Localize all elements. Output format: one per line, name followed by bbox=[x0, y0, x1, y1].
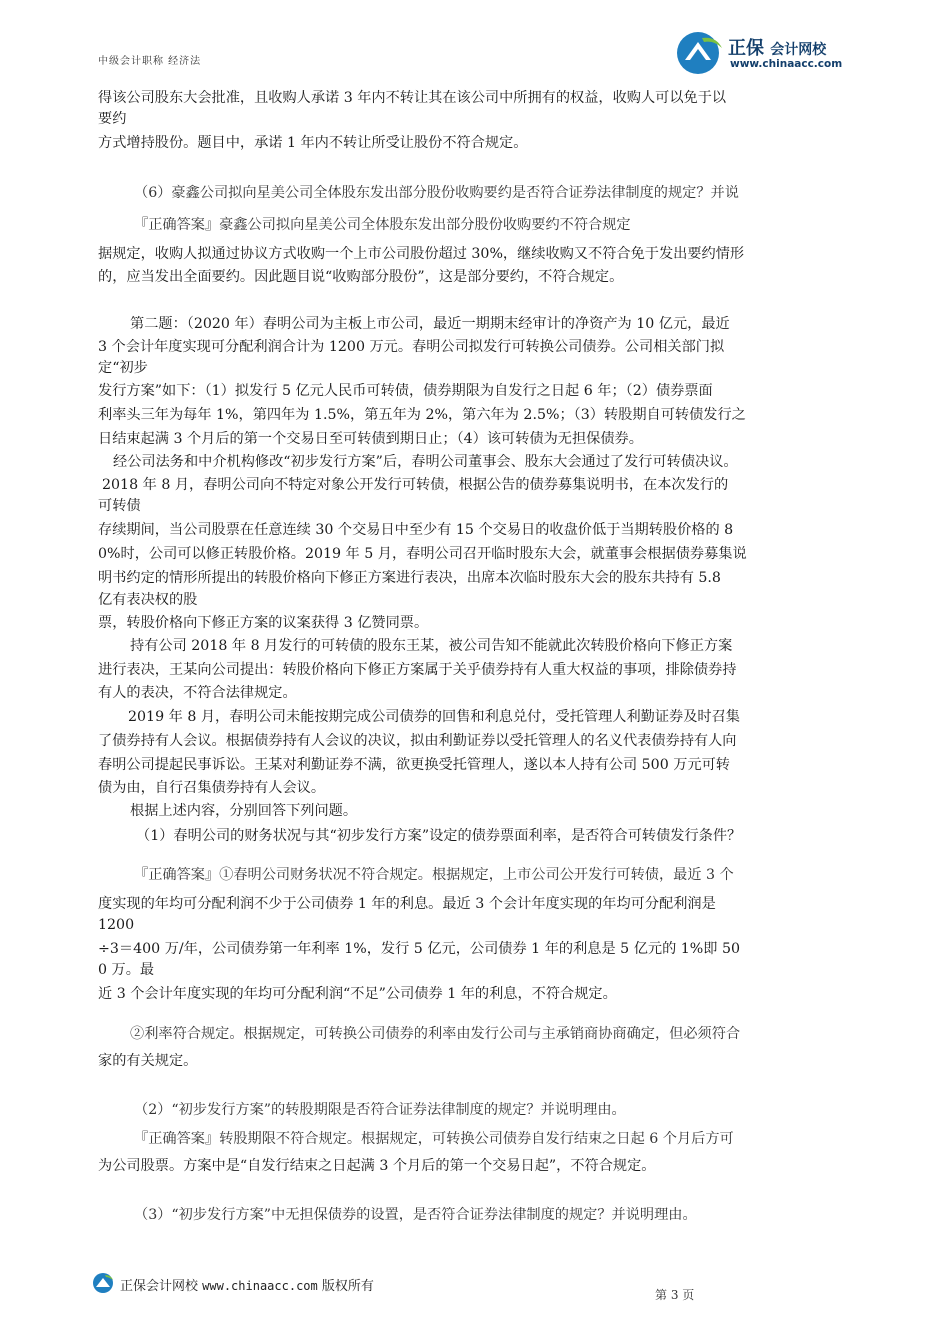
body-line: 明书约定的情形所提出的转股价格向下修正方案进行表决，出席本次临时股东大会的股东共持有 5.8 bbox=[98, 570, 721, 586]
body-line: 近 3 个会计年度实现的年均可分配利润“不足”公司债券 1 年的利息，不符合规定。 bbox=[98, 986, 617, 1002]
body-line: 经公司法务和中介机构修改“初步发行方案”后，春明公司董事会、股东大会通过了发行可转债决议。 bbox=[113, 454, 738, 470]
body-line: 根据上述内容，分别回答下列问题。 bbox=[130, 803, 358, 819]
body-line: 存续期间，当公司股票在任意连续 30 个交易日中至少有 15 个交易日的收盘价低于当期转股价格的 8 bbox=[98, 522, 734, 538]
body-line: 2019 年 8 月，春明公司未能按期完成公司债券的回售和利息兑付，受托管理人利勤证券及时召集 bbox=[128, 709, 740, 725]
body-line: 0 万。最 bbox=[98, 962, 155, 978]
body-line: 进行表决，王某向公司提出：转股价格向下修正方案属于关乎债券持有人重大权益的事项，排除债券持 bbox=[98, 662, 737, 678]
footer-rights: 版权所有 bbox=[321, 1279, 374, 1294]
body-line: 定“初步 bbox=[98, 360, 148, 376]
body-line-clipped: 『正确答案』豪鑫公司拟向星美公司全体股东发出部分股份收购要约不符合规定 bbox=[134, 217, 631, 233]
body-line-clipped: （3）“初步发行方案”中无担保债券的设置，是否符合证券法律制度的规定？并说明理由。 bbox=[134, 1207, 697, 1223]
body-line: 度实现的年均可分配利润不少于公司债券 1 年的利息。最近 3 个会计年度实现的年均可分配利润是 bbox=[98, 896, 716, 912]
body-line: 的，应当发出全面要约。因此题目说“收购部分股份”，这是部分要约，不符合规定。 bbox=[98, 269, 624, 285]
body-line: 亿有表决权的股 bbox=[98, 592, 198, 608]
page-number: 第 3 页 bbox=[655, 1288, 695, 1302]
footer-text bbox=[120, 1275, 374, 1294]
body-line-clipped: （6）豪鑫公司拟向星美公司全体股东发出部分股份收购要约是否符合证券法律制度的规定？并说 bbox=[134, 185, 739, 201]
site-logo[interactable] bbox=[676, 30, 876, 76]
body-line: 2018 年 8 月，春明公司向不特定对象公开发行可转债，根据公告的债券募集说明书，在本次发行的 bbox=[102, 477, 729, 493]
body-line: 据规定，收购人拟通过协议方式收购一个上市公司股份超过 30%，继续收购又不符合免于发出要约情形 bbox=[98, 246, 745, 262]
body-line: 可转债 bbox=[98, 498, 141, 514]
body-line: 得该公司股东大会批准，且收购人承诺 3 年内不转让其在该公司中所拥有的权益，收购人可以免于以 bbox=[98, 90, 727, 106]
body-line: 第二题：（2020 年）春明公司为主板上市公司，最近一期期末经审计的净资产为 10 亿元，最近 bbox=[130, 316, 730, 332]
body-line: 发行方案”如下：（1）拟发行 5 亿元人民币可转债，债券期限为自发行之日起 6 年；（2）债券票面 bbox=[98, 383, 713, 399]
body-line: 持有公司 2018 年 8 月发行的可转债的股东王某，被公司告知不能就此次转股价格向下修正方案 bbox=[130, 638, 733, 654]
body-line: 家的有关规定。 bbox=[98, 1053, 198, 1069]
body-line: 方式增持股份。题目中，承诺 1 年内不转让所受让股份不符合规定。 bbox=[98, 135, 528, 151]
body-line-clipped: 『正确答案』①春明公司财务状况不符合规定。根据规定，上市公司公开发行可转债，最近 3 个 bbox=[134, 867, 734, 883]
body-line: 春明公司提起民事诉讼。王某对利勤证券不满，欲更换受托管理人，遂以本人持有公司 500 万元可转 bbox=[98, 757, 730, 773]
body-line: 3 个会计年度实现可分配利润合计为 1200 万元。春明公司拟发行可转换公司债券。公司相关部门拟 bbox=[98, 339, 725, 355]
footer-logo-icon bbox=[92, 1272, 114, 1294]
logo-name: 正保 bbox=[728, 38, 764, 59]
footer-brand: 正保会计网校 bbox=[120, 1279, 199, 1294]
header-title: 中级会计职称 经济法 bbox=[98, 56, 202, 67]
question-line: （1）春明公司的财务状况与其“初步发行方案”设定的债券票面利率，是否符合可转债发行条件？ bbox=[136, 828, 742, 844]
body-line: ÷3＝400 万/年，公司债券第一年利率 1%，发行 5 亿元，公司债券 1 年的利息是 5 亿元的 1%即 50 bbox=[98, 941, 741, 957]
body-line-clipped: （2）“初步发行方案”的转股期限是否符合证券法律制度的规定？并说明理由。 bbox=[134, 1102, 626, 1118]
body-line: 债为由，自行召集债券持有人会议。 bbox=[98, 780, 326, 796]
body-line: 为公司股票。方案中是“自发行结束之日起满 3 个月后的第一个交易日起”，不符合规定。 bbox=[98, 1158, 656, 1174]
body-line: 日结束起满 3 个月后的第一个交易日至可转债到期日止；（4）该可转债为无担保债券。 bbox=[98, 431, 643, 447]
logo-subtitle: 会计网校 bbox=[770, 42, 827, 58]
logo-emblem-icon bbox=[676, 30, 724, 76]
body-line: 有人的表决，不符合法律规定。 bbox=[98, 685, 297, 701]
body-line: 0%时，公司可以修正转股价格。2019 年 5 月，春明公司召开临时股东大会，就董事会根据债券募集说 bbox=[98, 546, 747, 562]
body-line-clipped: 『正确答案』转股期限不符合规定。根据规定，可转换公司债券自发行结束之日起 6 个月后方可 bbox=[134, 1131, 734, 1147]
body-line: 了债券持有人会议。根据债券持有人会议的决议，拟由利勤证券以受托管理人的名义代表债券持有人向 bbox=[98, 733, 737, 749]
body-line: 1200 bbox=[98, 917, 135, 933]
body-line-clipped: ②利率符合规定。根据规定，可转换公司债券的利率由发行公司与主承销商协商确定，但必须符合 bbox=[130, 1026, 741, 1042]
body-line: 利率头三年为每年 1%，第四年为 1.5%，第五年为 2%，第六年为 2.5%；（3）转股期自可转债发行之 bbox=[98, 407, 746, 423]
logo-url: www.chinaacc.com bbox=[730, 58, 843, 70]
footer-site[interactable]: www.chinaacc.com bbox=[202, 1279, 318, 1293]
body-line: 票，转股价格向下修正方案的议案获得 3 亿赞同票。 bbox=[98, 615, 429, 631]
body-line: 要约 bbox=[98, 111, 127, 127]
